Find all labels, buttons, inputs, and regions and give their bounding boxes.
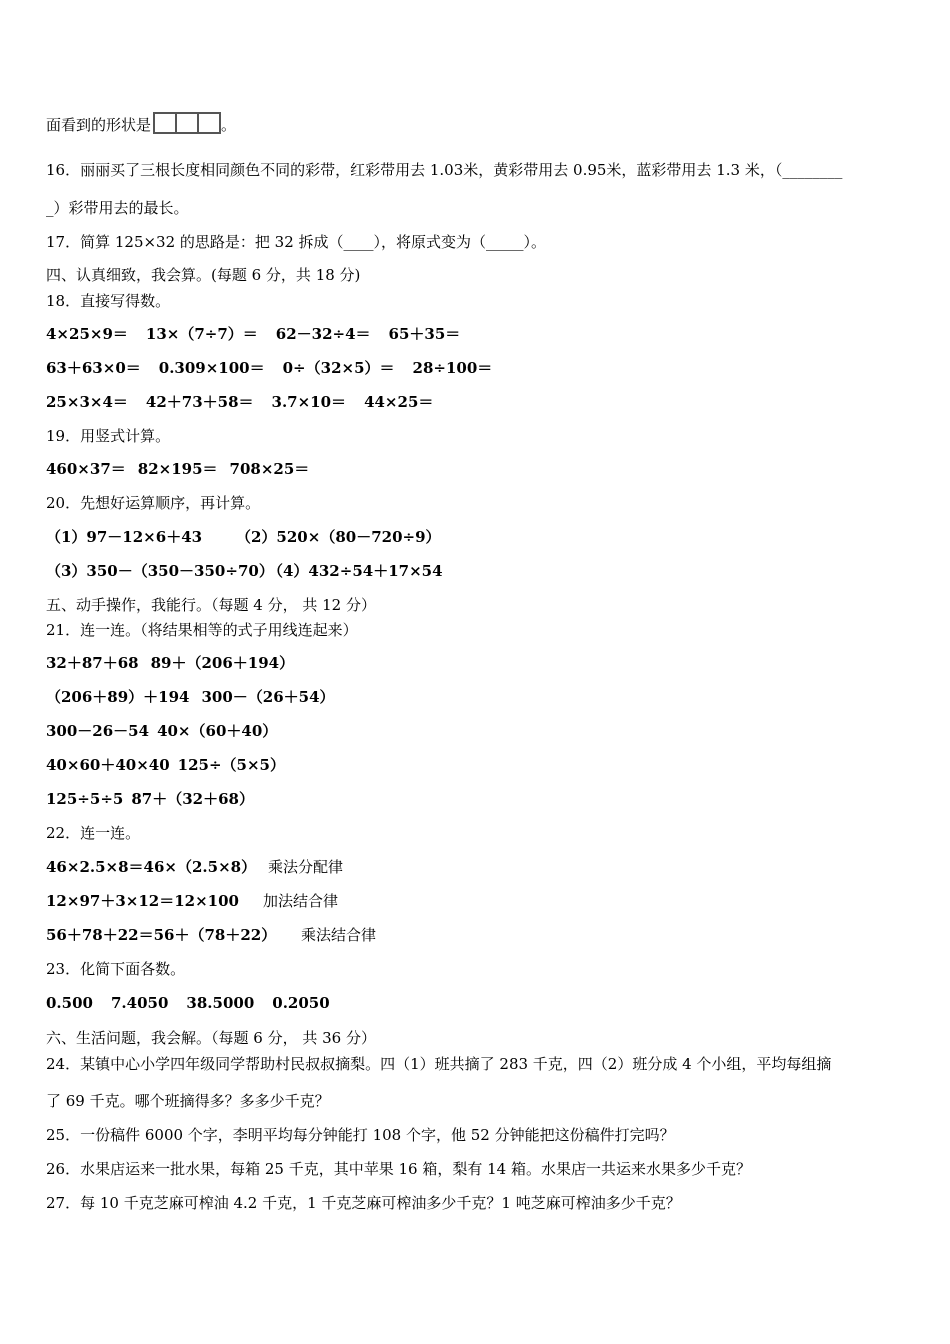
q26: 26．水果店运来一批水果，每箱 25 千克，其中苹果 16 箱，梨有 14 箱。水果店一共运来水果多少千克？ [46,1160,751,1178]
q20-item: （4）432÷54＋17×54 [268,562,443,580]
q24-line2: 了 69 千克。哪个班摘得多？多多少千克？ [46,1092,330,1110]
q18-row-2 [46,358,492,378]
q20-item: （2）520×（80－720÷9） [236,528,441,546]
q23-title: 23．化简下面各数。 [46,960,186,978]
q18-item: 3.7×10＝ [271,393,347,411]
q18-item: 62－32÷4＝ [275,325,371,343]
q21-row: 40×60＋40×40 125÷（5×5） [46,756,285,774]
q22-title: 22．连一连。 [46,824,141,842]
q19-title: 19．用竖式计算。 [46,427,171,445]
q20-item: （1）97－12×6＋43 [46,528,203,546]
q20-title: 20．先想好运算顺序，再计算。 [46,494,261,512]
q22-row: 46×2.5×8＝46×（2.5×8） 乘法分配律 [46,858,344,876]
q18-item: 0÷（32×5）＝ [282,359,395,377]
q18-item: 25×3×4＝ [46,393,128,411]
q15-tail: 面看到的形状是 。 [46,112,236,139]
q21-row: （206＋89）＋194 300－（26＋54） [46,688,335,706]
q21-title: 21．连一连。（将结果相等的式子用线连起来） [46,621,358,639]
q18-item: 28÷100＝ [412,359,493,377]
q21-row: 125÷5÷5 87＋（32＋68） [46,790,254,808]
q20-row-2 [46,561,443,581]
q21-row: 32＋87＋68 89＋（206＋194） [46,654,295,672]
three-square-shape-figure [153,112,219,139]
q22-row: 56＋78＋22＝56＋（78＋22） 乘法结合律 [46,926,377,944]
q16-line1: 16．丽丽买了三根长度相同颜色不同的彩带，红彩带用去 1.03米，黄彩带用去 0.95米，蓝彩带用去 1.3 米，（________ [46,161,843,179]
q27: 27．每 10 千克芝麻可榨油 4.2 千克，1 千克芝麻可榨油多少千克？1 吨芝麻可榨油多少千克？ [46,1194,681,1212]
q18-row-1 [46,324,460,344]
q19-items [46,459,309,479]
q20-item: （3）350－（350－350÷70） [46,562,274,580]
q23-items: 0.500 7.4050 38.5000 0.2050 [46,994,330,1012]
q19-item: 460×37＝ [46,460,126,478]
q25: 25．一份稿件 6000 个字，李明平均每分钟能打 108 个字，他 52 分钟能把这份稿件打完吗？ [46,1126,675,1144]
q19-item: 82×195＝ [137,460,218,478]
q24-line1: 24．某镇中心小学四年级同学帮助村民叔叔摘梨。四（1）班共摘了 283 千克，四（2）班分成 4 个小组，平均每组摘 [46,1055,832,1073]
q19-item: 708×25＝ [229,460,310,478]
q18-title: 18．直接写得数。 [46,292,171,310]
q18-item: 63＋63×0＝ [46,359,141,377]
section-6-heading: 六、生活问题，我会解。（每题 6 分， 共 36 分） [46,1029,376,1047]
q18-item: 4×25×9＝ [46,325,128,343]
q18-row-3 [46,392,433,412]
q18-item: 65＋35＝ [388,325,461,343]
q20-row-1 [46,527,441,547]
q18-item: 44×25＝ [364,393,434,411]
q18-item: 42＋73＋58＝ [145,393,254,411]
section-4-heading: 四、认真细致，我会算。(每题 6 分，共 18 分) [46,266,361,284]
q18-item: 13×（7÷7）＝ [145,325,258,343]
q17: 17．简算 125×32 的思路是：把 32 拆成（____），将原式变为（_____）。 [46,233,547,251]
q18-item: 0.309×100＝ [158,359,265,377]
section-5-heading: 五、动手操作，我能行。（每题 4 分， 共 12 分） [46,596,376,614]
q21-row: 300－26－54 40×（60＋40） [46,722,278,740]
q22-row: 12×97＋3×12＝12×100 加法结合律 [46,892,339,910]
q16-line2: _）彩带用去的最长。 [46,199,189,217]
